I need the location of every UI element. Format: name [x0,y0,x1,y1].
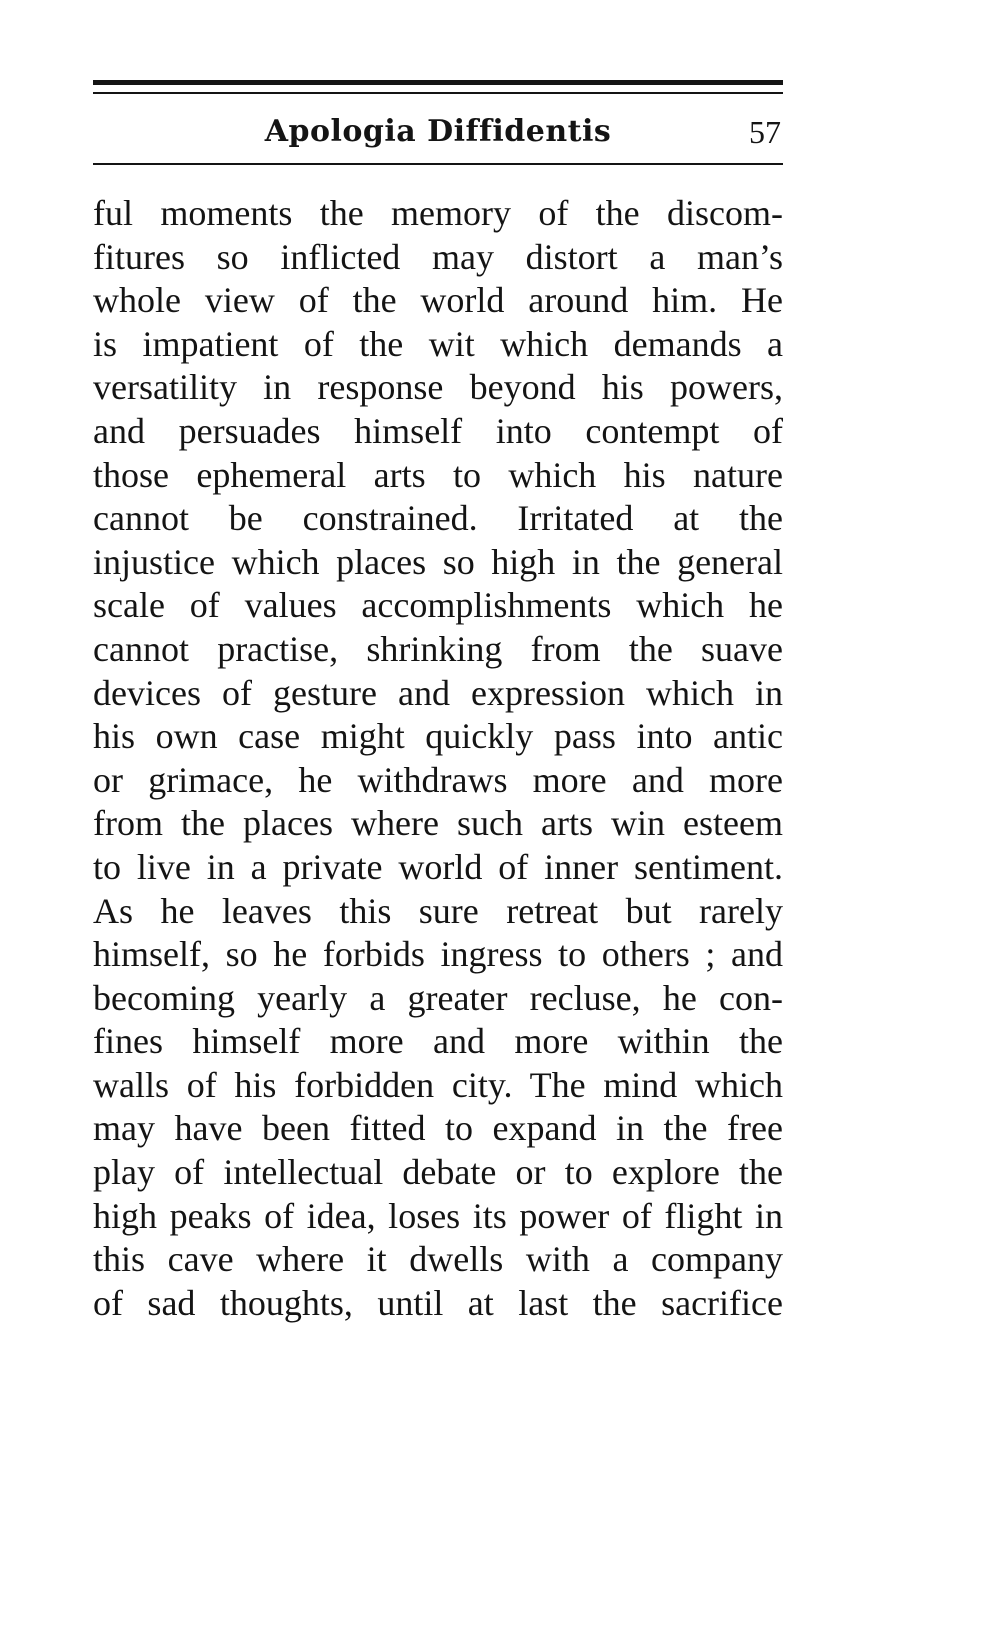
page-number: 57 [749,114,781,150]
text-line: walls of his forbidden city. The mind which [93,1064,783,1105]
text-line: As he leaves this sure retreat but rarely [93,890,783,931]
text-line: becoming yearly a greater recluse, he con- [93,977,783,1018]
text-line: cannot practise, shrinking from the suave [93,628,783,669]
text-line: to live in a private world of inner sentiment. [93,846,783,887]
text-line: of sad thoughts, until at last the sacrifice [93,1282,783,1323]
text-line: cannot be constrained. Irritated at the [93,498,783,539]
text-line: fitures so inflicted may distort a man’s [93,236,783,277]
text-line: his own case might quickly pass into antic [93,716,783,757]
text-line: injustice which places so high in the general [93,541,783,582]
text-line: devices of gesture and expression which in [93,672,783,713]
text-line: versatility in response beyond his powers, [93,367,783,408]
text-line: this cave where it dwells with a company [93,1239,783,1280]
text-line: fines himself more and more within the [93,1021,783,1062]
text-line: or grimace, he withdraws more and more [93,759,783,800]
text-line: those ephemeral arts to which his nature [93,454,783,495]
running-title: Apologia Diffidentis [264,114,612,149]
running-head [93,112,783,156]
text-line: play of intellectual debate or to explore the [93,1152,783,1193]
header-rule-bottom [93,163,783,165]
text-line: from the places where such arts win esteem [93,803,783,844]
text-line: ful moments the memory of the discom- [93,193,783,233]
text-line: and persuades himself into contempt of [93,410,783,451]
text-line: himself, so he forbids ingress to others ; and [93,934,783,975]
body-text [93,192,783,1325]
text-line: may have been fitted to expand in the free [93,1108,783,1149]
header-rule-thick [93,80,783,85]
text-line: high peaks of idea, loses its power of flight in [93,1195,783,1236]
header-rule-thin [93,92,783,94]
text-line: whole view of the world around him. He [93,280,783,321]
text-line: is impatient of the wit which demands a [93,323,783,364]
text-line: scale of values accomplishments which he [93,585,783,626]
